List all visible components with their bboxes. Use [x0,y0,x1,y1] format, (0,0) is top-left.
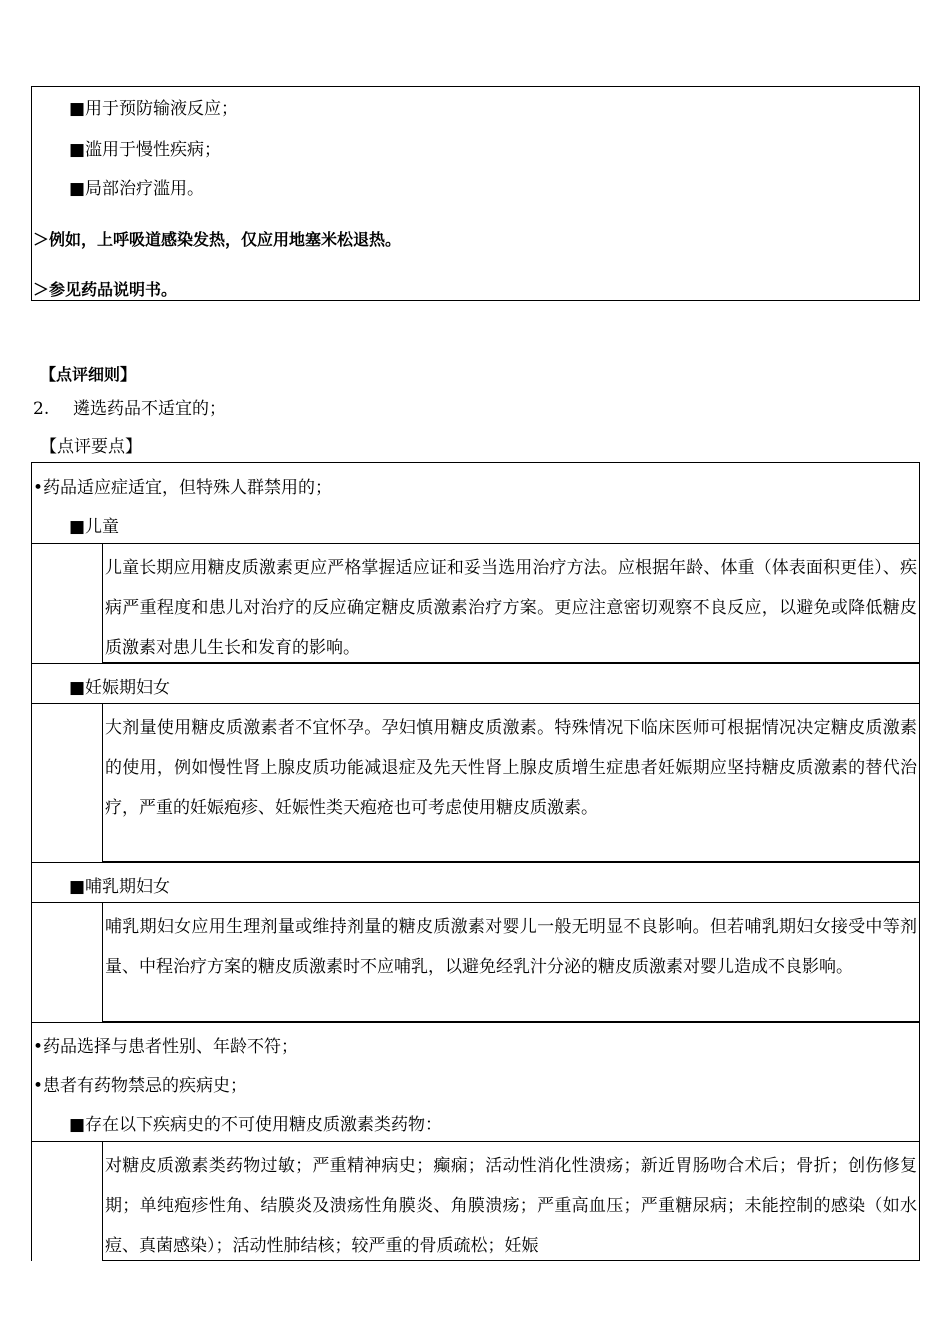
pregnant-text: 大剂量使用糖皮质激素者不宜怀孕。孕妇慎用糖皮质激素。特殊情况下临床医师可根据情况决定糖皮质激素的使用，例如慢性肾上腺皮质功能减退症及先天性肾上腺皮质增生症患者妊娠期应坚持糖皮质激素的替代治疗，严重的妊娠疱疹、妊娠性类天疱疮也可考虑使用糖皮质激素。 [105,718,917,818]
bullet-gender-age: •药品选择与患者性别、年龄不符； [33,1037,299,1057]
contraindication-text: 对糖皮质激素类药物过敏；严重精神病史；癫痫；活动性消化性溃疡；新近胃肠吻合术后；骨折；创伤修复期；单纯疱疹性角、结膜炎及溃疡性角膜炎、角膜溃疡；严重高血压；严重糖尿病；未能控制的感染（如水痘、真菌感染）；活动性肺结核；较严重的骨质疏松；妊娠 [105,1156,917,1256]
contraindication-label: ■存在以下疾病史的不可使用糖皮质激素类药物： [69,1115,443,1135]
bullet-disease-history: •患者有药物禁忌的疾病史； [33,1076,248,1096]
children-label: ■儿童 [69,517,120,537]
divider [31,1022,920,1023]
top-item-2: ■滥用于慢性疾病； [69,140,222,160]
rule-text: 遴选药品不适宜的； [73,399,226,419]
top-note-2: ＞参见药品说明书。 [33,280,178,299]
top-item-1: ■用于预防输液反应； [69,99,239,119]
detail-heading: 【点评细则】 [40,365,137,384]
bullet-special-population: •药品适应症适宜，但特殊人群禁用的； [33,478,333,498]
children-text: 儿童长期应用糖皮质激素更应严格掌握适应证和妥当选用治疗方法。应根据年龄、体重（体表面积更佳）、疾病严重程度和患儿对治疗的反应确定糖皮质激素治疗方案。更应注意密切观察不良反应，以避免或降低糖皮质激素对患儿生长和发育的影响。 [105,558,917,658]
top-item-3: ■局部治疗滥用。 [69,179,205,199]
divider [31,663,920,664]
lactation-label: ■哺乳期妇女 [69,877,171,897]
top-note-1: ＞例如，上呼吸道感染发热，仅应用地塞米松退热。 [33,230,402,249]
points-heading: 【点评要点】 [40,437,142,457]
lactation-text: 哺乳期妇女应用生理剂量或维持剂量的糖皮质激素对婴儿一般无明显不良影响。但若哺乳期妇女接受中等剂量、中程治疗方案的糖皮质激素时不应哺乳，以避免经乳汁分泌的糖皮质激素对婴儿造成不良影响。 [105,917,917,977]
pregnant-label: ■妊娠期妇女 [69,678,171,698]
rule-number: 2. [33,399,50,419]
divider [31,862,920,863]
